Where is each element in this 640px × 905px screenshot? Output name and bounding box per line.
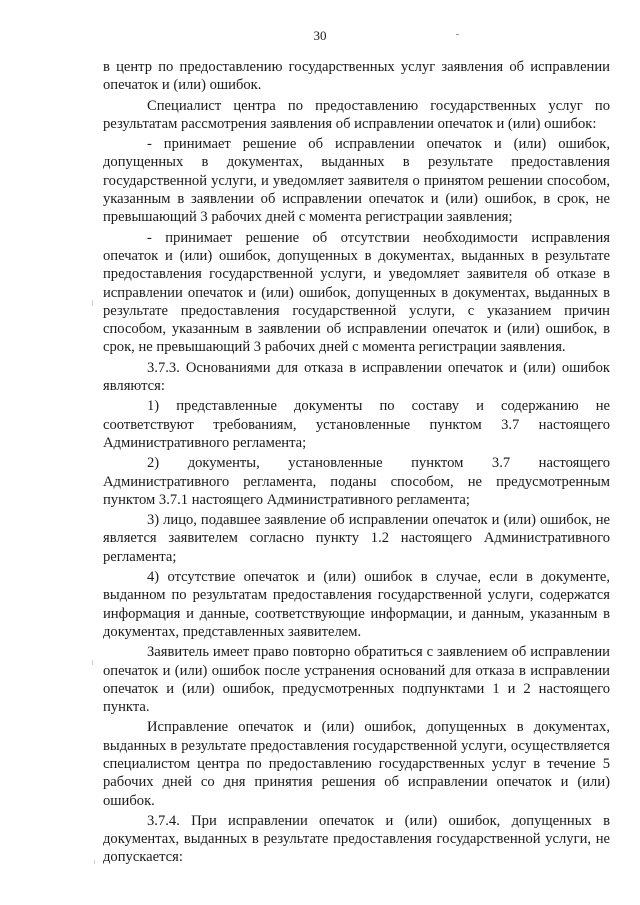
list-item-3: 3) лицо, подавшее заявление об исправлении опечаток и (или) ошибок, не является заявителем согласно пункту 1.2 настоящего Административного регламента; xyxy=(103,512,610,565)
scan-mark xyxy=(456,34,459,35)
body-text xyxy=(103,58,610,867)
paragraph-specialist: Специалист центра по предоставлению государственных услуг по результатам рассмотрения заявления об исправлении опечаток и (или) ошибок: xyxy=(103,97,610,132)
list-item-2: 2) документы, установленные пунктом 3.7 настоящего Административного регламента, поданы способом, не предусмотренным пунктом 3.7.1 настоящего Административного регламента; xyxy=(103,455,610,508)
scan-speck xyxy=(92,300,93,306)
paragraph-continuation: в центр по предоставлению государственных услуг заявления об исправлении опечаток и (или) ошибок. xyxy=(103,59,610,94)
paragraph-3-7-3: 3.7.3. Основаниями для отказа в исправлении опечаток и (или) ошибок являются: xyxy=(103,359,610,395)
list-item-1: 1) представленные документы по составу и содержанию не соответствуют требованиям, установленные пунктом 3.7 настоящего Административного регламента; xyxy=(103,398,610,451)
paragraph-correction-term: Исправление опечаток и (или) ошибок, допущенных в документах, выданных в результате предоставления государственной услуги, осуществляется специалистом центра по предоставлению государственных услуг в течение 5 рабочих дней со дня принятия решения об исправлении опечаток и (или) ошибок. xyxy=(103,719,610,809)
scan-speck xyxy=(92,660,93,665)
page-number: 30 xyxy=(313,28,327,43)
list-item-4: 4) отсутствие опечаток и (или) ошибок в случае, если в документе, выданном по результатам предоставления государственной услуги, содержатся информация и данные, соответствующие информации, и данным, указанным в документах, представленных заявителем. xyxy=(103,569,610,640)
paragraph-decision-refuse: - принимает решение об отсутствии необходимости исправления опечаток и (или) ошибок, допущенных в документах, выданных в результате предоставления государственной услуги, и уведомляет заявителя об отказе в исправлении опечаток и (или) ошибок, допущенных в документах, выданных в результате предоставления государственной услуги, с указанием причин способом, указанным в заявлении об исправлении опечаток и (или) ошибок, в срок, не превышающий 3 рабочих дней с момента регистрации заявления. xyxy=(103,229,610,356)
paragraph-decision-correct: - принимает решение об исправлении опечаток и (или) ошибок, допущенных в документах, выданных в результате предоставления государственной услуги, и уведомляет заявителя о принятом решении способом, указанным в заявлении об исправлении опечаток и (или) ошибок, в срок, не превышающий 3 рабочих дней с момента регистрации заявления; xyxy=(103,136,610,226)
paragraph-3-7-4: 3.7.4. При исправлении опечаток и (или) ошибок, допущенных в документах, выданных в результате предоставления государственной услуги, не допускается: xyxy=(103,812,610,866)
scan-speck xyxy=(94,860,95,864)
paragraph-reapply: Заявитель имеет право повторно обратиться с заявлением об исправлении опечаток и (или) ошибок после устранения оснований для отказа в исправлении опечаток и (или) ошибок, предусмотренных подпунктами 1 и 2 настоящего пункта. xyxy=(103,644,610,716)
